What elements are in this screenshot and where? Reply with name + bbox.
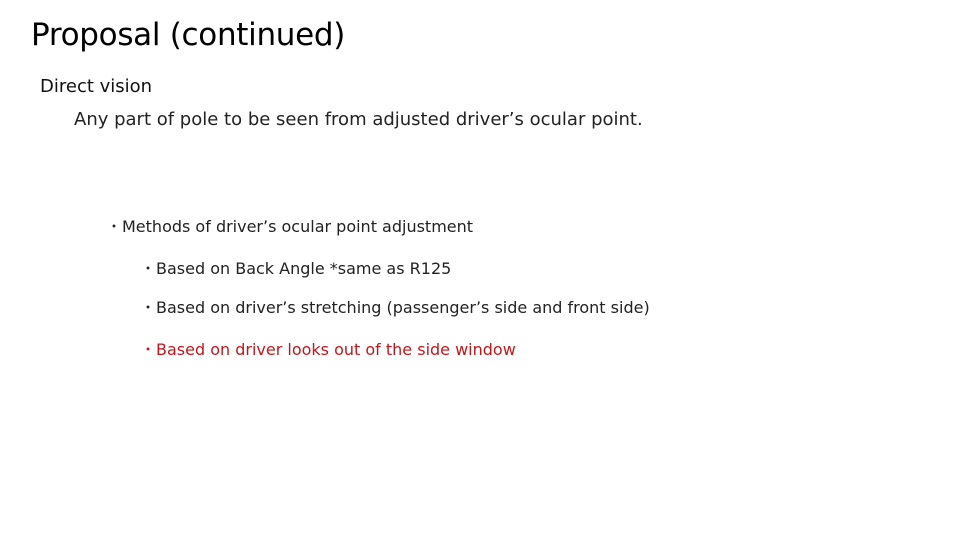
- method-item-back-angle: ・Based on Back Angle *same as R125: [140, 259, 452, 278]
- method-item-stretching: ・Based on driver’s stretching (passenger’s side and front side): [140, 298, 650, 317]
- slide-title: Proposal (continued): [31, 17, 346, 53]
- direct-vision-heading: Direct vision: [40, 76, 153, 97]
- direct-vision-definition: Any part of pole to be seen from adjusted driver’s ocular point.: [74, 109, 643, 130]
- methods-heading: ・Methods of driver’s ocular point adjustment: [106, 217, 474, 236]
- method-item-side-window: ・Based on driver looks out of the side window: [140, 340, 516, 359]
